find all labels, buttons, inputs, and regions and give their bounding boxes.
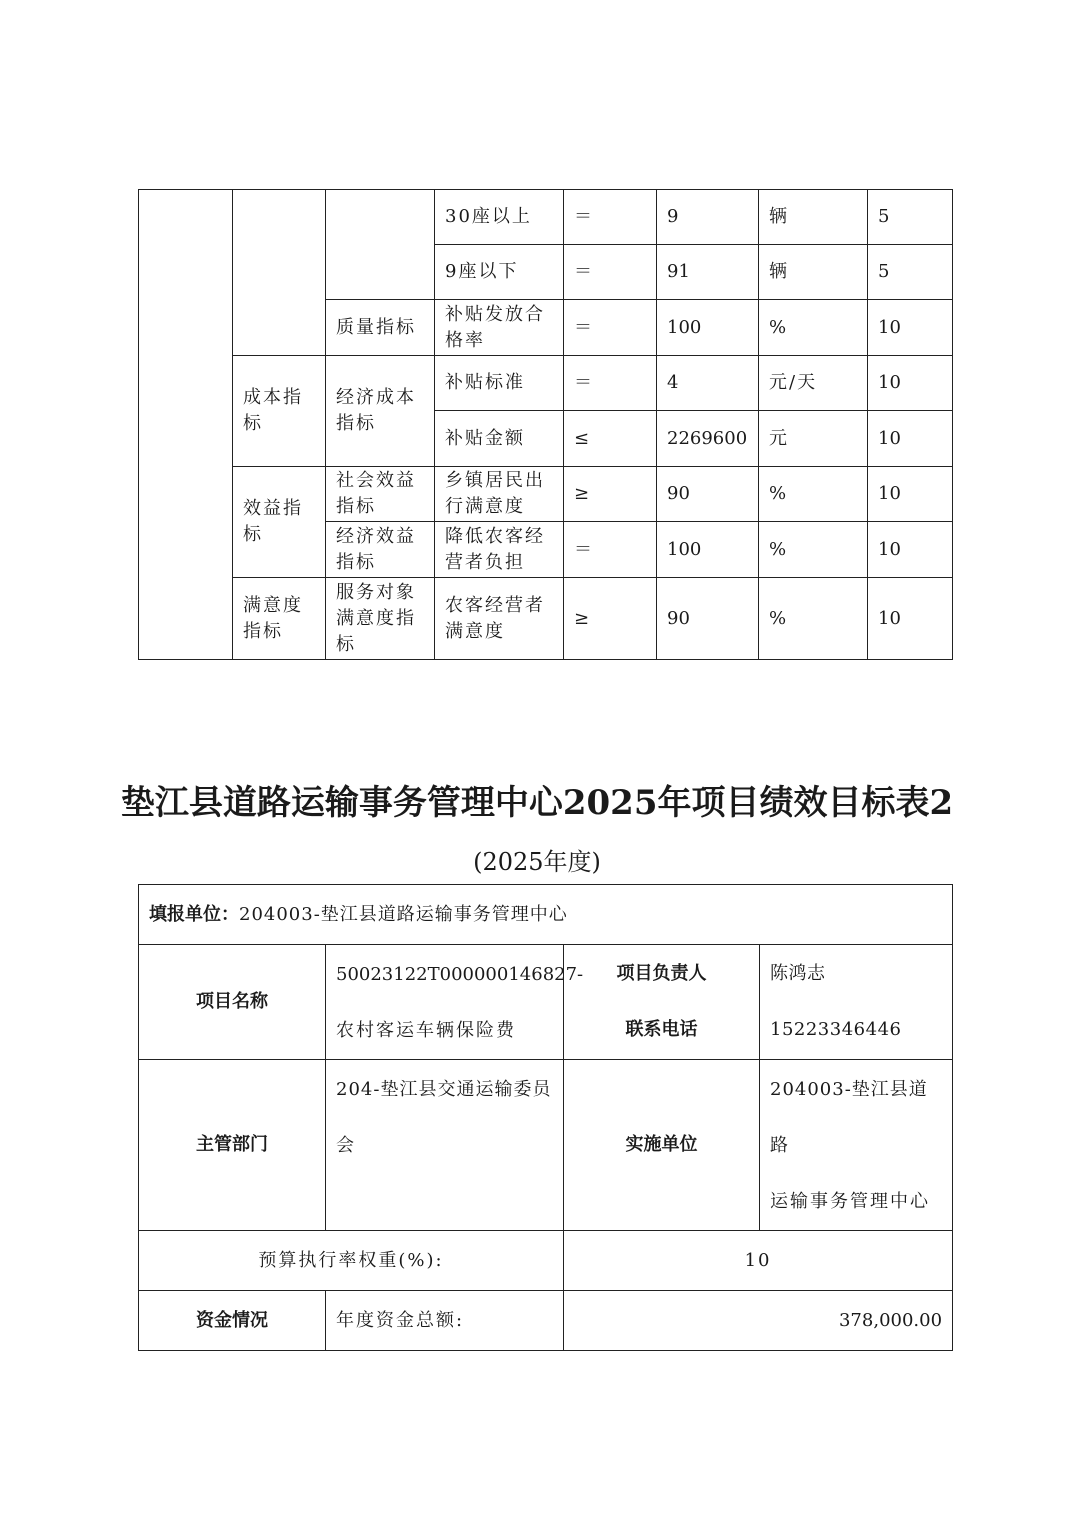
indicator-value: 100 — [657, 522, 759, 578]
indicator-value: 9 — [657, 190, 759, 245]
indicator-unit: % — [759, 300, 868, 356]
indicator-value: 2269600 — [657, 411, 759, 467]
indicator-score: 5 — [868, 245, 953, 300]
indicator-unit: 元/天 — [759, 356, 868, 411]
blank-cell — [233, 190, 326, 356]
operator: ＝ — [564, 190, 657, 245]
indicator-unit: % — [759, 522, 868, 578]
level2-indicator: 满意度指标 — [233, 578, 326, 660]
indicator-item: 降低农客经营者负担 — [435, 522, 564, 578]
fund-label: 资金情况 — [139, 1291, 326, 1351]
page-title: 垫江县道路运输事务管理中心2025年项目绩效目标表2 — [120, 783, 954, 823]
indicator-value: 100 — [657, 300, 759, 356]
indicator-item: 农客经营者满意度 — [435, 578, 564, 660]
level3-indicator: 服务对象满意度指标 — [326, 578, 435, 660]
indicator-value: 90 — [657, 467, 759, 522]
operator: ＝ — [564, 245, 657, 300]
operator: ＝ — [564, 300, 657, 356]
operator: ≥ — [564, 578, 657, 660]
indicator-unit: 辆 — [759, 190, 868, 245]
operator: ≤ — [564, 411, 657, 467]
page-subtitle: (2025年度) — [473, 848, 601, 876]
project-leader-label-line2: 联系电话 — [625, 1019, 698, 1040]
blank-cell — [326, 190, 435, 300]
reporting-unit-label: 填报单位： — [149, 903, 239, 925]
blank-cell — [139, 190, 233, 660]
indicator-unit: 辆 — [759, 245, 868, 300]
indicator-score: 5 — [868, 190, 953, 245]
indicator-value: 90 — [657, 578, 759, 660]
indicator-unit: % — [759, 467, 868, 522]
project-leader-value: 陈鸿志 15223346446 — [760, 945, 953, 1060]
indicator-item: 乡镇居民出行满意度 — [435, 467, 564, 522]
fund-total-label: 年度资金总额: — [326, 1291, 564, 1351]
level2-indicator: 效益指标 — [233, 467, 326, 578]
indicator-item: 补贴标准 — [435, 356, 564, 411]
supervising-dept-value — [326, 1060, 564, 1231]
project-name-value — [326, 945, 584, 1060]
indicator-score: 10 — [868, 578, 953, 660]
project-name-label: 项目名称 — [139, 945, 326, 1060]
reporting-unit-row — [139, 885, 953, 945]
implementing-unit-line1: 204003-垫江县道路 — [770, 1079, 928, 1156]
indicator-item: 30座以上 — [435, 190, 564, 245]
indicator-item: 9座以下 — [435, 245, 564, 300]
indicator-score: 10 — [868, 522, 953, 578]
level2-indicator: 成本指标 — [233, 356, 326, 467]
budget-weight-value: 10 — [564, 1231, 953, 1291]
operator: ＝ — [564, 522, 657, 578]
indicator-score: 10 — [868, 356, 953, 411]
project-leader-label-line1: 项目负责人 — [616, 963, 707, 984]
implementing-unit-label: 实施单位 — [564, 1060, 760, 1231]
level3-indicator: 社会效益指标 — [326, 467, 435, 522]
indicator-item: 补贴发放合格率 — [435, 300, 564, 356]
level3-indicator: 质量指标 — [326, 300, 435, 356]
supervising-dept-line2: 会 — [336, 1135, 356, 1156]
indicator-unit: 元 — [759, 411, 868, 467]
indicator-score: 10 — [868, 411, 953, 467]
supervising-dept-label: 主管部门 — [139, 1060, 326, 1231]
fund-total-value: 378,000.00 — [564, 1291, 953, 1351]
indicator-value: 91 — [657, 245, 759, 300]
budget-weight-label: 预算执行率权重(%): — [139, 1231, 564, 1291]
indicator-score: 10 — [868, 467, 953, 522]
implementing-unit-line2: 运输事务管理中心 — [770, 1191, 930, 1212]
indicator-item: 补贴金额 — [435, 411, 564, 467]
indicator-unit: % — [759, 578, 868, 660]
indicator-score: 10 — [868, 300, 953, 356]
indicator-value: 4 — [657, 356, 759, 411]
supervising-dept-line1: 204-垫江县交通运输委员 — [336, 1079, 552, 1100]
implementing-unit-value — [760, 1060, 953, 1231]
reporting-unit-value: 204003-垫江县道路运输事务管理中心 — [239, 903, 568, 925]
operator: ＝ — [564, 356, 657, 411]
level3-indicator: 经济成本指标 — [326, 356, 435, 467]
project-leader-label — [564, 945, 760, 1060]
project-info-table — [138, 884, 953, 1351]
performance-indicator-table — [138, 189, 953, 660]
project-name-text: 农村客运车辆保险费 — [336, 1020, 516, 1041]
project-name-code: 50023122T000000146827- — [336, 964, 584, 985]
level3-indicator: 经济效益指标 — [326, 522, 435, 578]
operator: ≥ — [564, 467, 657, 522]
